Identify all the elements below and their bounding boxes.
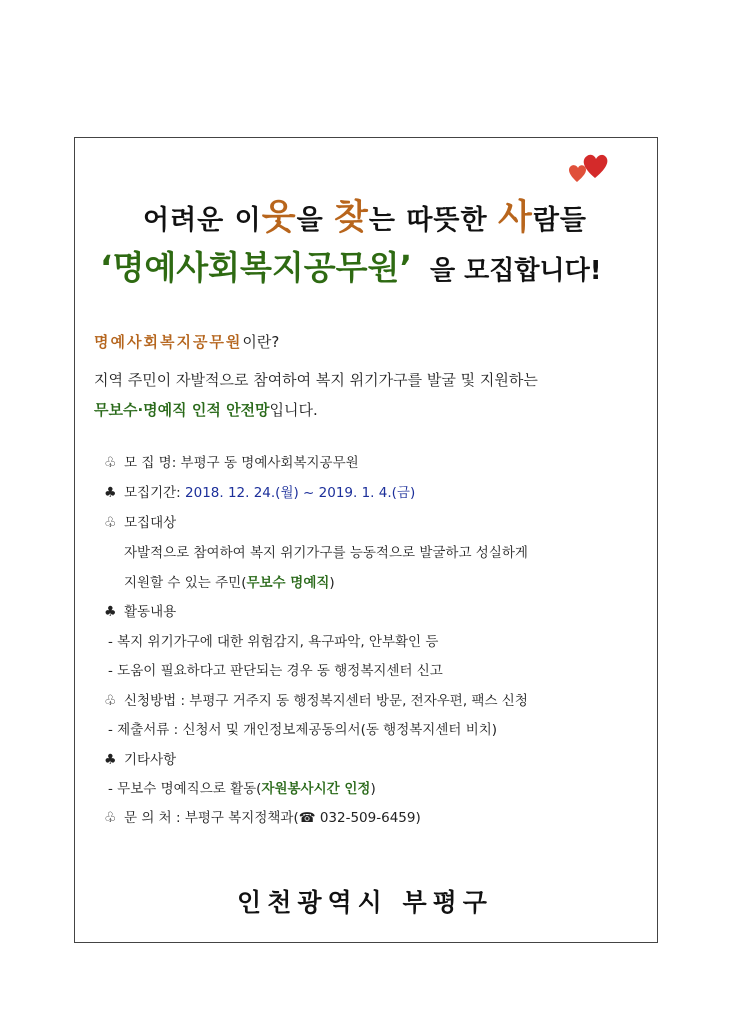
item-label: 모 집 명: xyxy=(124,455,181,471)
item-value: 부평구 동 명예사회복지공무원 xyxy=(180,455,359,471)
item-label: 활동내용 xyxy=(124,604,177,620)
etc-suffix: ) xyxy=(370,781,376,797)
headline-2 xyxy=(100,242,660,289)
intro-term-suffix: 이란? xyxy=(242,333,280,351)
target-emphasis: 무보수 명예직 xyxy=(246,575,330,591)
target-line-2 xyxy=(124,571,335,591)
headline-1 xyxy=(0,190,730,240)
issuer-footer: 인천광역시 부평구 xyxy=(237,888,493,917)
program-title: ‘명예사회복지공무원’ xyxy=(100,248,412,287)
item-value: 신청방법 : 부평구 거주지 동 행정복지센터 방문, 전자우편, 팩스 신청 xyxy=(124,693,528,709)
item-label: 모집대상 xyxy=(124,515,177,531)
headline-1-accent: 사 xyxy=(498,198,533,238)
item-contact xyxy=(104,806,421,826)
club-filled-icon: ♣ xyxy=(104,485,117,501)
docs-line: - 제출서류 : 신청서 및 개인정보제공동의서(동 행정복지센터 비치) xyxy=(108,722,498,738)
etc-line xyxy=(108,777,376,797)
headline-2-suffix: 을 모집합니다! xyxy=(429,256,602,286)
headline-1-part: 을 xyxy=(296,205,335,236)
headline-1-accent: 웃 xyxy=(261,198,297,238)
club-filled-icon: ♣ xyxy=(104,752,117,768)
intro-line-3-suffix: 입니다. xyxy=(269,401,318,419)
contact-value: 문 의 처 : 부평구 복지정책과(☎ 032-509-6459) xyxy=(124,810,421,826)
item-recruit-target xyxy=(104,511,176,531)
club-filled-icon: ♣ xyxy=(104,604,117,620)
item-label: 기타사항 xyxy=(124,752,177,768)
item-recruit-name xyxy=(104,451,359,471)
etc-prefix: - 무보수 명예직으로 활동( xyxy=(108,781,262,797)
club-outline-icon: ♧ xyxy=(104,810,117,826)
item-recruit-period xyxy=(104,481,415,501)
activity-line-2: - 도움이 필요하다고 판단되는 경우 동 행정복지센터 신고 xyxy=(108,663,443,679)
item-etc xyxy=(104,748,176,768)
club-outline-icon: ♧ xyxy=(104,455,117,471)
item-label: 모집기간: xyxy=(124,485,186,501)
target-line-2-prefix: 지원할 수 있는 주민( xyxy=(124,575,247,591)
intro-line-1 xyxy=(94,331,279,352)
item-activity xyxy=(104,600,176,620)
target-line-2-suffix: ) xyxy=(329,575,335,591)
activity-line-1: - 복지 위기가구에 대한 위험감지, 욕구파악, 안부확인 등 xyxy=(108,634,439,650)
hearts-icon xyxy=(565,150,611,186)
target-line-1: 자발적으로 참여하여 복지 위기가구를 능동적으로 발굴하고 성실하게 xyxy=(124,545,528,561)
item-apply-method xyxy=(104,689,528,709)
headline-1-part: 는 따뜻한 xyxy=(368,205,498,236)
headline-1-part: 람들 xyxy=(532,205,587,236)
etc-emphasis: 자원봉사시간 인정 xyxy=(261,781,371,797)
club-outline-icon: ♧ xyxy=(104,693,117,709)
club-outline-icon: ♧ xyxy=(104,515,117,531)
intro-line-3 xyxy=(94,399,318,420)
headline-1-accent: 찾 xyxy=(334,198,369,238)
headline-1-part: 어려운 이 xyxy=(143,205,262,236)
intro-line-2: 지역 주민이 자발적으로 참여하여 복지 위기가구를 발굴 및 지원하는 xyxy=(94,371,538,389)
intro-emphasis: 무보수·명예직 인적 안전망 xyxy=(94,401,270,419)
intro-term: 명예사회복지공무원 xyxy=(94,333,243,351)
period-value: 2018. 12. 24.(월) ~ 2019. 1. 4.(금) xyxy=(185,485,416,501)
